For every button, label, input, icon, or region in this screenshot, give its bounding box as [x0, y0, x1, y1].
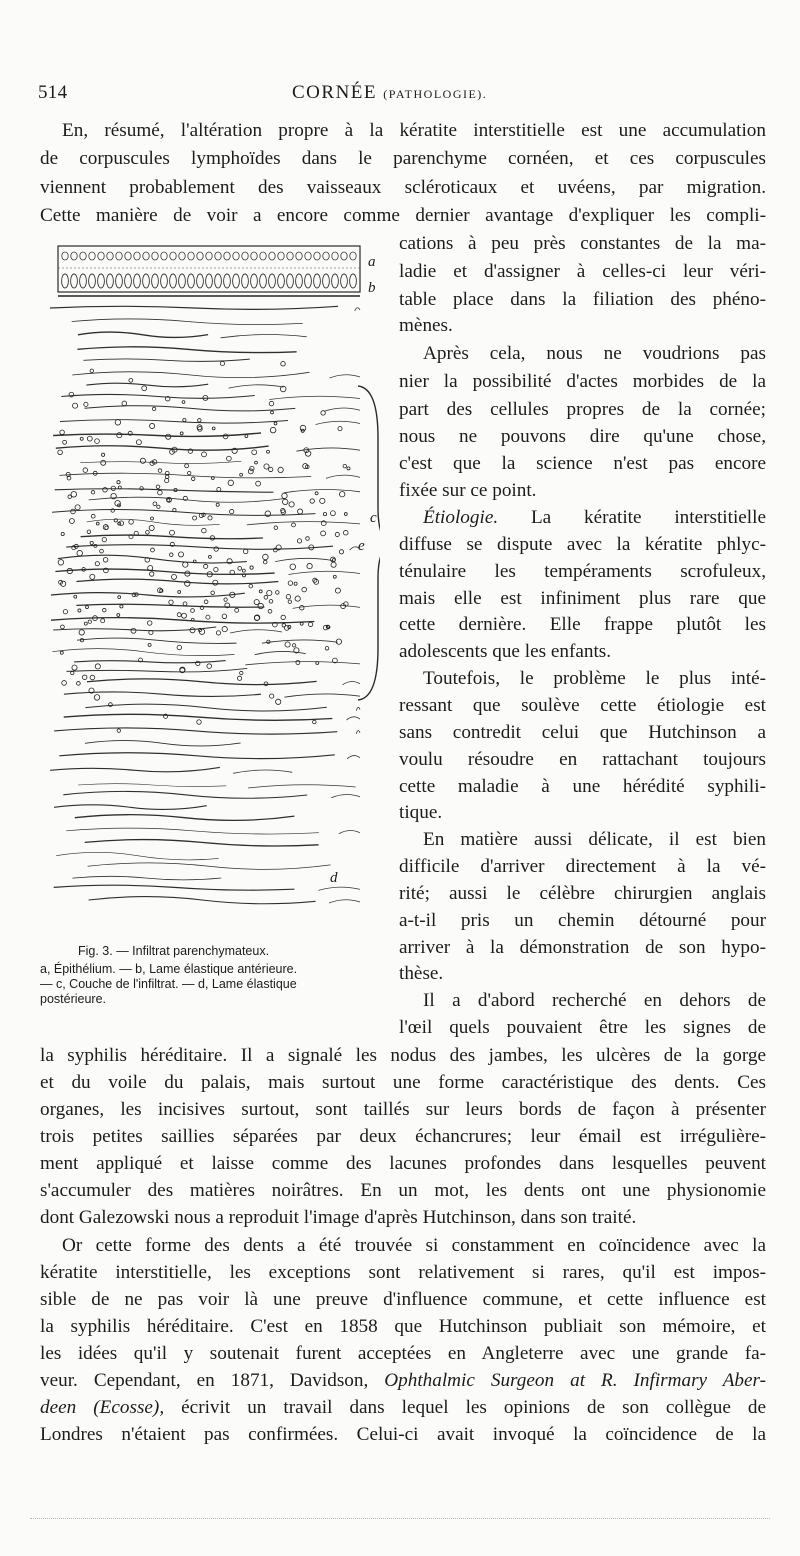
text-line: s'accumuler des matières noirâtres. En un mot, les dents ont une physionomie	[40, 1180, 766, 1201]
text-line: la syphilis héréditaire. Il a signalé les nodus des jambes, les ulcères de la gorge	[40, 1045, 766, 1066]
text-line: Or cette forme des dents a été trouvée si constamment en coïncidence avec la	[62, 1235, 766, 1256]
figure-caption-title: Fig. 3. — Infiltrat parenchymateux.	[78, 944, 270, 958]
text-line: mènes.	[399, 315, 453, 336]
text-line: Il a d'abord recherché en dehors de	[423, 990, 766, 1011]
figure-label-e: e	[358, 538, 365, 554]
text-run: veur. Cependant, en 1871, Davidson,	[40, 1370, 369, 1391]
page-number: 514	[38, 82, 68, 103]
text-line: difficile d'arriver directement à la vé-	[399, 856, 766, 877]
text-line: sible de ne pas voir là une preuve d'influence commune, et cette influence est	[40, 1289, 766, 1310]
text-line: cations à peu près constantes de la ma-	[399, 233, 766, 254]
running-header	[38, 82, 768, 112]
text-line: les idées qu'il y soutenait furent acceptées en Angleterre avec une grande fa-	[40, 1343, 766, 1364]
figure-label-d: d	[330, 870, 338, 886]
bottom-edge-rule	[30, 1518, 770, 1519]
etiologie-heading: Étiologie.	[423, 507, 499, 528]
cornea-section-illustration	[40, 238, 380, 938]
text-line-aberdeen	[40, 1395, 766, 1421]
italic-title: (Ecosse),	[93, 1397, 165, 1418]
infiltrate-cells	[58, 361, 350, 732]
text-line: voulu résoudre en rattachant toujours	[399, 749, 766, 770]
text-line: nous ne pouvons dire qu'une chose,	[399, 426, 766, 447]
running-title	[292, 82, 487, 104]
text-line: En matière aussi délicate, il est bien	[423, 829, 766, 850]
figure-label-a: a	[368, 254, 376, 270]
figure-caption-line: — c, Couche de l'infiltrat. — d, Lame élastique	[40, 977, 297, 991]
text-line: tique.	[399, 802, 443, 823]
text-line: trois petites saillies séparées par deux échancrures; leur émail est irrégulière-	[40, 1126, 766, 1147]
text-line: Après cela, nous ne voudrions pas	[423, 343, 766, 364]
text-line: ment appliqué et laisse comme des lacunes profondes dans lesquelles peuvent	[40, 1153, 766, 1174]
text-line: Cette manière de voir a encore comme dernier avantage d'expliquer les compli-	[40, 205, 766, 226]
text-line: mais elle est infiniment plus rare que	[399, 588, 766, 609]
text-line: arriver à la démonstration de son hypo-	[399, 937, 766, 958]
text-line: rité; aussi le célèbre chirurgien anglais	[399, 883, 766, 904]
figure-label-b: b	[368, 280, 376, 296]
figure-caption-line: a, Épithélium. — b, Lame élastique antérieure.	[40, 962, 298, 976]
figure-label-c: c	[370, 510, 377, 526]
italic-title: deen	[40, 1397, 77, 1418]
italic-title: Ophthalmic Surgeon at R. Infirmary Aber-	[384, 1370, 766, 1391]
figure-caption-line: postérieure.	[40, 992, 107, 1006]
epithelium-layer	[58, 246, 360, 296]
text-line: Toutefois, le problème le plus inté-	[423, 668, 766, 689]
text-line: kératite interstitielle, les exceptions sont relativement si rares, qu'il est impos-	[40, 1262, 766, 1283]
running-title-main: CORNÉE	[292, 82, 377, 103]
text-line: cette maladie à une hérédité syphili-	[399, 776, 766, 797]
text-line: fixée sur ce point.	[399, 480, 537, 501]
text-line: de corpuscules lymphoïdes dans le parenchyme cornéen, et ces corpuscules	[40, 148, 766, 169]
text-line: cette dernière. Elle frappe plutôt les	[399, 614, 766, 635]
text-line-davidson	[40, 1368, 766, 1394]
text-line: diffuse se dispute avec la kératite phlyc-	[399, 534, 766, 555]
text-line: ténulaire les tempéraments scrofuleux,	[399, 561, 766, 582]
text-line: organes, les incisives surtout, sont taillés sur leurs bords de façon à présenter	[40, 1099, 766, 1120]
text-line-etiologie: Étiologie. La kératite interstitielle	[423, 507, 766, 528]
text-line: sans contredit celui que Hutchinson a	[399, 722, 766, 743]
text-run: écrivit un travail dans lequel les opinions de son collègue de	[181, 1397, 766, 1418]
text-line: ressant que soulève cette étiologie est	[399, 695, 766, 716]
text-line: part des cellules propres de la cornée;	[399, 399, 766, 420]
text-line: Londres n'étaient pas confirmées. Celui-ci avait invoqué la coïncidence de la	[40, 1424, 766, 1445]
text-line: dont Galezowski nous a reproduit l'image d'après Hutchinson, dans son traité.	[40, 1207, 637, 1228]
text-line: adolescents que les enfants.	[399, 641, 612, 662]
text-line: a-t-il pris un chemin détourné pour	[399, 910, 766, 931]
text-line: l'œil quels pouvaient être les signes de	[399, 1017, 766, 1038]
running-title-sub: (PATHOLOGIE).	[383, 87, 488, 101]
text-line: viennent probablement des vaisseaux scléroticaux et uvéens, par migration.	[40, 177, 766, 198]
text-line: la syphilis héréditaire. C'est en 1858 que Hutchinson publiait son mémoire, et	[40, 1316, 766, 1337]
text-line: ladie et d'assigner à celles-ci leur véri-	[399, 261, 766, 282]
text-line: et du voile du palais, mais surtout une forme caractéristique des dents. Ces	[40, 1072, 766, 1093]
text-line: thèse.	[399, 963, 444, 984]
text-line: nier la possibilité d'actes morbides de la	[399, 371, 766, 392]
figure-3	[40, 238, 380, 938]
text-line: table place dans la filiation des phéno-	[399, 289, 766, 310]
parenchyma-fibers	[50, 306, 360, 903]
text-line: c'est que la science n'est pas encore	[399, 453, 766, 474]
text-line: En, résumé, l'altération propre à la kératite interstitielle est une accumulation	[62, 120, 766, 141]
